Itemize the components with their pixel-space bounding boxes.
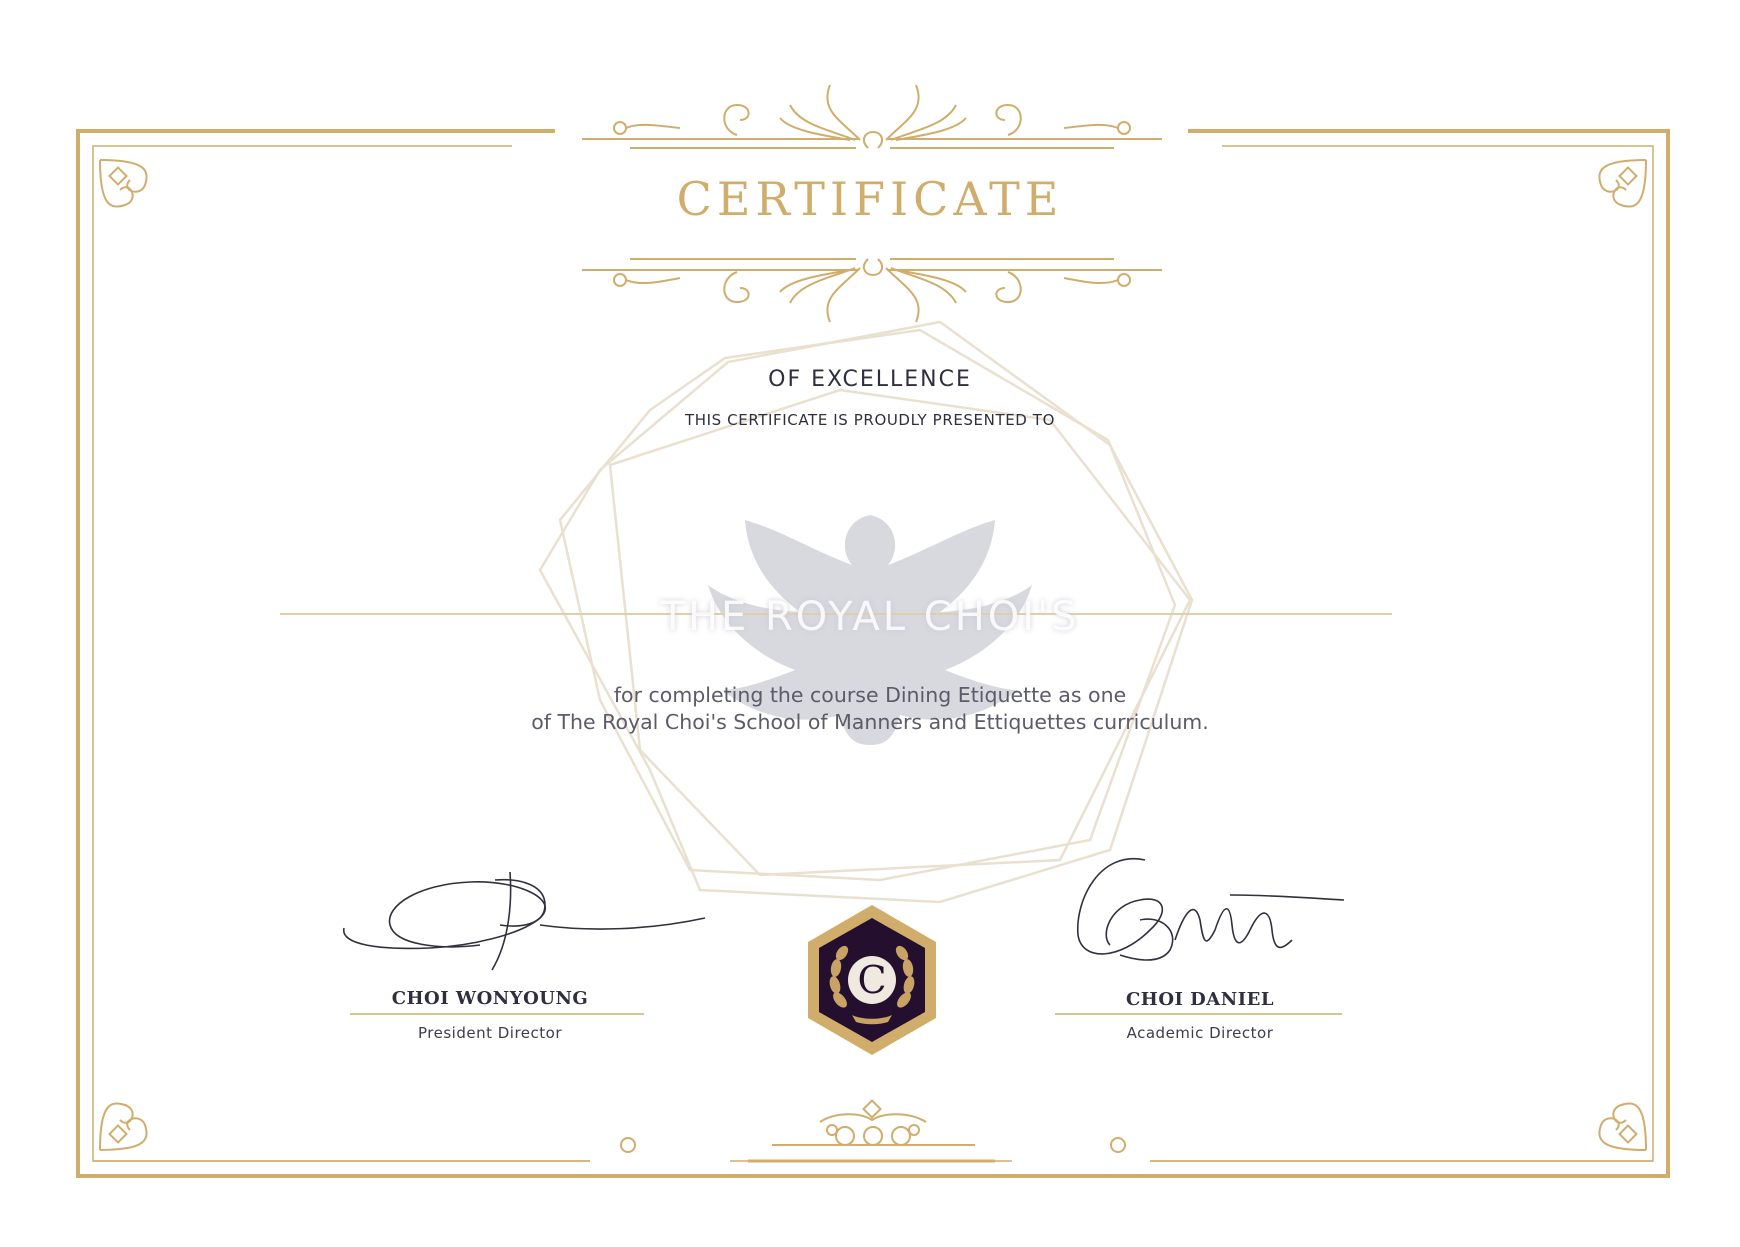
bottom-flourish <box>621 1101 1125 1152</box>
signature-right <box>1078 859 1344 960</box>
signatory-role-president: President Director <box>418 1024 562 1042</box>
course-description-line-1: for completing the course Dining Etiquette as one <box>613 683 1127 707</box>
corner-ornament-bottom-left <box>100 1103 147 1150</box>
seal-letter: C <box>857 958 887 1002</box>
certificate-title: CERTIFICATE <box>676 172 1064 226</box>
signatory-name-president: CHOI WONYOUNG <box>391 988 589 1009</box>
corner-ornament-bottom-right <box>1599 1103 1646 1150</box>
presented-to-label: THIS CERTIFICATE IS PROUDLY PRESENTED TO <box>685 411 1055 429</box>
signatory-name-academic: CHOI DANIEL <box>1125 989 1275 1010</box>
seal <box>808 905 936 1055</box>
title-flourish <box>582 259 1162 322</box>
recipient-name <box>280 562 1390 612</box>
watermark-text: THE ROYAL CHOI'S <box>660 594 1080 640</box>
certificate-subtitle: OF EXCELLENCE <box>768 367 972 392</box>
top-flourish <box>582 85 1162 148</box>
signatory-role-academic: Academic Director <box>1126 1024 1274 1042</box>
course-description-line-2: of The Royal Choi's School of Manners and Ettiquettes curriculum. <box>531 710 1209 734</box>
signature-left <box>344 872 705 970</box>
